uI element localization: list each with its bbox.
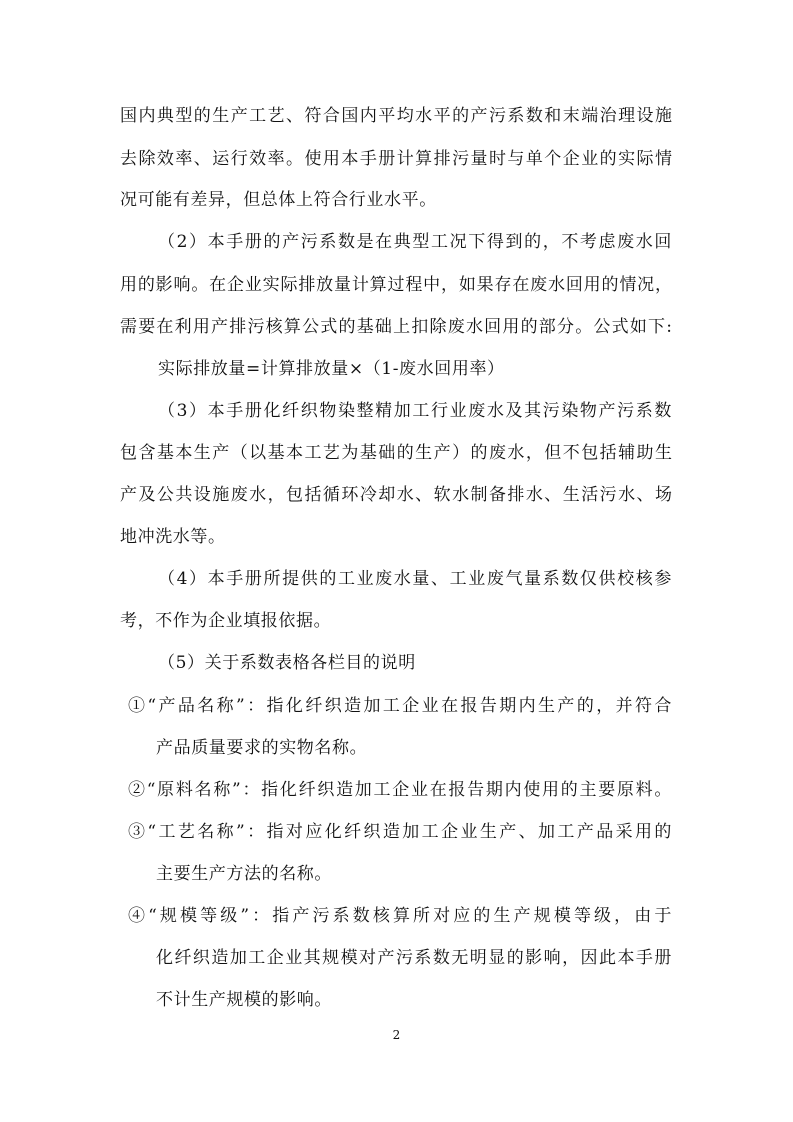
definition-process-name: ③“工艺名称”：指对应化纤织造加工企业生产、加工产品采用的 bbox=[128, 822, 672, 842]
text-line-10: 产及公共设施废水，包括循环冷却水、软水制备排水、生活污水、场 bbox=[120, 485, 672, 505]
definition-raw-material: ②“原料名称”：指化纤织造加工企业在报告期内使用的主要原料。 bbox=[128, 780, 672, 800]
definition-product-name-cont: 产品质量要求的实物名称。 bbox=[156, 738, 368, 758]
text-line-5: 用的影响。在企业实际排放量计算过程中，如果存在废水回用的情况， bbox=[120, 275, 672, 295]
text-line-12: （4）本手册所提供的工业废水量、工业废气量系数仅供校核参 bbox=[158, 569, 672, 589]
text-line-4: （2）本手册的产污系数是在典型工况下得到的，不考虑废水回 bbox=[158, 232, 672, 252]
text-line-6: 需要在利用产排污核算公式的基础上扣除废水回用的部分。公式如下: bbox=[120, 317, 672, 337]
text-line-2: 去除效率、运行效率。使用本手册计算排污量时与单个企业的实际情 bbox=[120, 149, 672, 169]
definition-scale-level: ④“规模等级”：指产污系数核算所对应的生产规模等级，由于 bbox=[128, 906, 672, 926]
text-line-3: 况可能有差异，但总体上符合行业水平。 bbox=[120, 190, 437, 210]
text-line-8: （3）本手册化纤织物染整精加工行业废水及其污染物产污系数 bbox=[158, 401, 672, 421]
definition-product-name: ①“产品名称”：指化纤织造加工企业在报告期内生产的，并符合 bbox=[128, 696, 672, 716]
section-heading: （5）关于系数表格各栏目的说明 bbox=[158, 653, 416, 673]
text-line-9: 包含基本生产（以基本工艺为基础的生产）的废水，但不包括辅助生 bbox=[120, 443, 672, 463]
text-line-13: 考，不作为企业填报依据。 bbox=[120, 611, 332, 631]
text-line-11: 地冲洗水等。 bbox=[120, 527, 226, 547]
definition-process-name-cont: 主要生产方法的名称。 bbox=[156, 864, 332, 884]
text-line-1: 国内典型的生产工艺、符合国内平均水平的产污系数和末端治理设施 bbox=[120, 106, 672, 126]
definition-scale-level-cont-1: 化纤织造加工企业其规模对产污系数无明显的影响，因此本手册 bbox=[156, 948, 672, 968]
page-number: 2 bbox=[392, 1028, 401, 1042]
definition-scale-level-cont-2: 不计生产规模的影响。 bbox=[156, 990, 332, 1010]
formula-line: 实际排放量=计算排放量×（1-废水回用率） bbox=[158, 359, 505, 379]
